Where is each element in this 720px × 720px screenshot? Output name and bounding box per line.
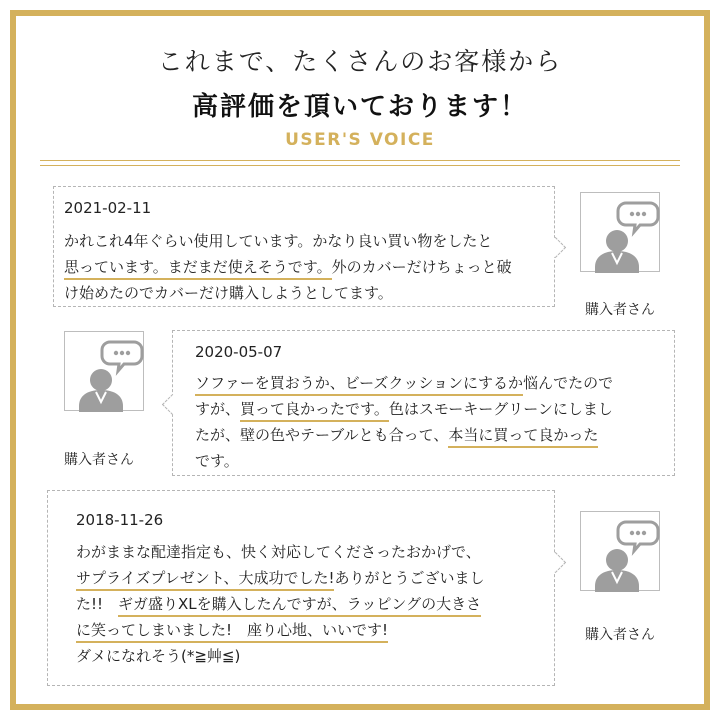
review-line: た!! ギガ盛りXLを購入したんですが、ラッピングの大きさ [76, 594, 481, 614]
buyer-label-2: 購入者さん [64, 452, 134, 468]
review-line: たが、壁の色やテーブルとも合って、本当に買って良かった [195, 425, 598, 445]
user-with-speech-bubble-icon [581, 193, 661, 273]
review-line: サプライズプレゼント、大成功でした!ありがとうございまし [76, 568, 484, 588]
users-voice-label: USER'S VOICE [285, 130, 435, 150]
review-date: 2018-11-26 [76, 511, 164, 529]
review-date: 2020-05-07 [195, 343, 283, 361]
review-line: です。 [195, 452, 239, 470]
review-card-1 [53, 186, 555, 307]
user-with-speech-bubble-icon [65, 332, 145, 412]
review-line: に笑ってしまいました! 座り心地、いいです! [76, 620, 388, 640]
review-line: かれこれ4年ぐらい使用しています。かなり良い買い物をしたと [64, 232, 493, 250]
review-line: すが、買って良かったです。色はスモーキーグリーンにしまし [195, 399, 613, 419]
review-line: ダメになれそう(*≧艸≦) [76, 647, 241, 665]
header-line-2: 高評価を頂いております！ [191, 92, 528, 122]
header-line-1: これまで、たくさんのお客様から [157, 47, 563, 76]
user-with-speech-bubble-icon [581, 512, 661, 592]
review-card-3 [47, 490, 555, 686]
review-date: 2021-02-11 [64, 199, 152, 217]
review-line: け始めたのでカバーだけ購入しようとしてます。 [64, 284, 393, 302]
double-divider [40, 160, 680, 166]
buyer-avatar-1 [580, 192, 660, 272]
buyer-avatar-2 [64, 331, 144, 411]
review-line: 思っています。まだまだ使えそうです。外のカバーだけちょっと破 [64, 257, 512, 277]
buyer-label-1: 購入者さん [585, 302, 655, 318]
review-line: わがままな配達指定も、快く対応してくださったおかげで、 [76, 543, 481, 561]
review-line: ソファーを買おうか、ビーズクッションにするか悩んでたので [195, 373, 613, 393]
buyer-label-3: 購入者さん [585, 627, 655, 643]
review-card-2 [172, 330, 675, 476]
buyer-avatar-3 [580, 511, 660, 591]
